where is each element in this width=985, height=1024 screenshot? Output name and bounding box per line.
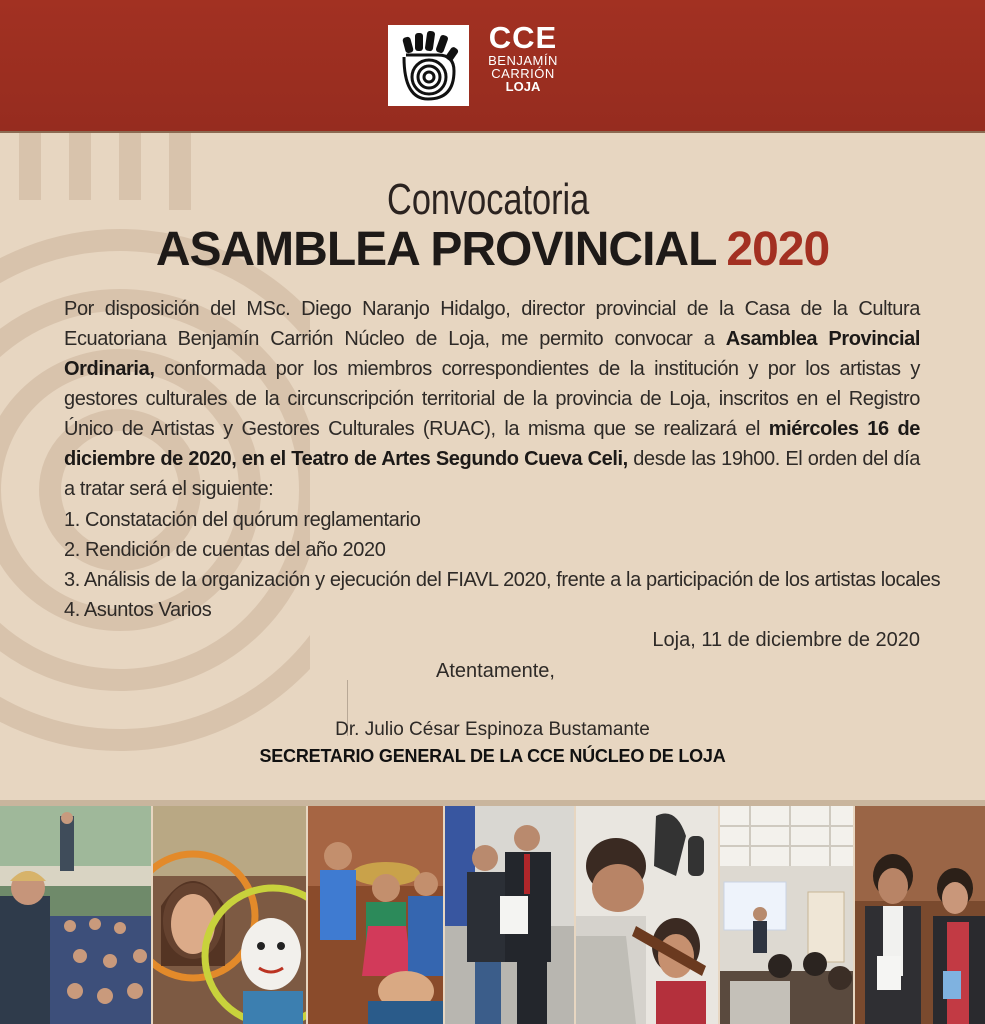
body-text-1: Por disposición del MSc. Diego Naranjo Hidalgo, director provincial de la Casa de la Cultura Ecuatoriana Benjamín Carrión Núcleo de Loja, me permito convocar a: [64, 298, 920, 350]
brand-line-1: BENJAMÍN: [488, 53, 558, 68]
date-line: Loja, 11 de diciembre de 2020: [652, 629, 920, 651]
agenda-item: 2. Rendición de cuentas del año 2020: [64, 539, 386, 561]
hand-spiral-icon: [398, 31, 460, 101]
agenda-item: 1. Constatación del quórum reglamentario: [64, 509, 421, 531]
brand-line-3: LOJA: [505, 79, 541, 94]
title-convocatoria: Convocatoria: [387, 175, 590, 224]
body-text-3: desde las 19h00. El orden del día a tratar será el siguiente:: [64, 448, 920, 500]
body-text-2: conformada por los miembros correspondientes de la institución y por los artistas y gestores culturales de la circunscripción territorial de la provincia de Loja, inscritos en el Registro Único de Artistas y Gestores Culturales (RUAC), la misma que se realizará el: [64, 358, 920, 440]
photo-dancers-costumes: [308, 806, 444, 1024]
photo-strip: [0, 806, 985, 1024]
signer-name: Dr. Julio César Espinoza Bustamante: [335, 719, 650, 740]
photo-certificate-handshake: [445, 806, 576, 1024]
body-paragraph: [64, 294, 920, 504]
photo-women-mime: [153, 806, 308, 1024]
brand-wordmark: [482, 22, 564, 94]
photo-children-audience: [0, 806, 153, 1024]
cce-logo: [388, 25, 469, 106]
photo-violin-lesson: [576, 806, 720, 1024]
photo-workshop-room: [720, 806, 854, 1024]
agenda-item: 4. Asuntos Varios: [64, 599, 212, 621]
title-main: [0, 222, 985, 278]
title-year: 2020: [726, 223, 830, 276]
agenda-list: [64, 505, 944, 625]
photo-artists-books: [855, 806, 985, 1024]
brand-acronym: CCE: [488, 20, 558, 55]
signer-position: SECRETARIO GENERAL DE LA CCE NÚCLEO DE LOJA: [259, 746, 726, 766]
body-bold-2: miércoles 16 de diciembre de 2020, en el Teatro de Artes Segundo Cueva Celi,: [64, 418, 920, 470]
agenda-item: 3. Análisis de la organización y ejecución del FIAVL 2020, frente a la participación de los artistas locales: [64, 569, 941, 591]
closing: Atentamente,: [436, 660, 555, 682]
brand-line-2: CARRIÓN: [491, 66, 555, 81]
title-main-text: ASAMBLEA PROVINCIAL: [155, 223, 717, 276]
body-bold-1: Asamblea Provincial Ordinaria,: [64, 328, 921, 380]
header-banner: [0, 0, 985, 131]
